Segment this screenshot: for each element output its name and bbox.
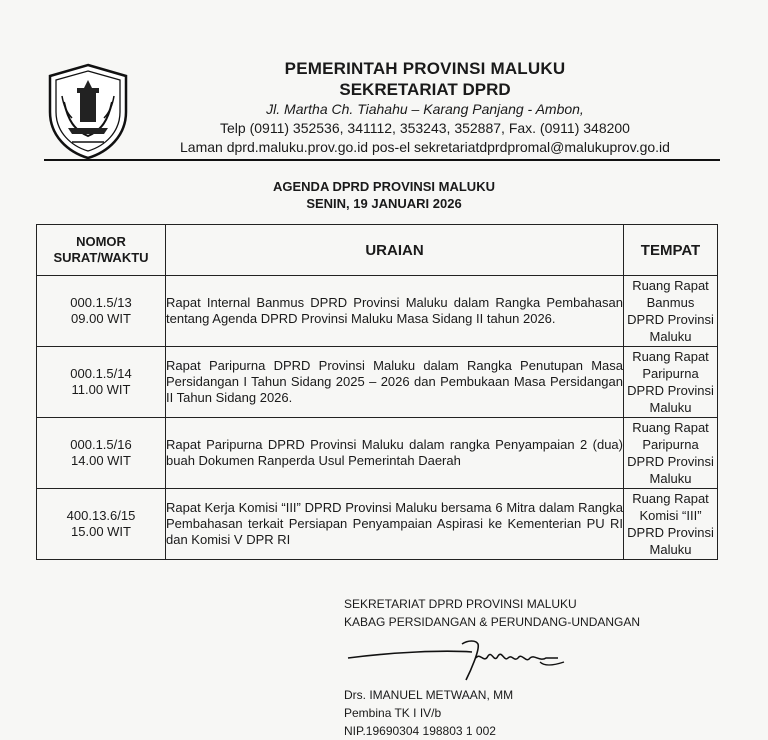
signatory-info <box>344 686 513 740</box>
table-header-row <box>37 225 718 276</box>
agenda-place <box>624 347 718 418</box>
agenda-title <box>0 178 768 212</box>
letterhead <box>130 58 720 157</box>
table-row <box>37 418 718 489</box>
agenda-number: 000.1.5/16 <box>70 437 132 452</box>
cell-number-time <box>37 276 166 347</box>
letterhead-sub: SEKRETARIAT DPRD <box>339 80 511 99</box>
agenda-time: 09.00 WIT <box>71 311 131 326</box>
agenda-title-line1: AGENDA DPRD PROVINSI MALUKU <box>273 179 495 194</box>
header-description: URAIAN <box>166 225 624 276</box>
place-line: Ruang Rapat <box>632 420 709 435</box>
place-line: DPRD Provinsi <box>627 383 714 398</box>
agenda-table <box>36 224 718 560</box>
agenda-time: 14.00 WIT <box>71 453 131 468</box>
agenda-time: 11.00 WIT <box>71 382 131 397</box>
signature-block <box>344 595 724 631</box>
place-line: Banmus <box>646 295 695 310</box>
letterhead-org: PEMERINTAH PROVINSI MALUKU <box>284 59 566 78</box>
agenda-description: Rapat Paripurna DPRD Provinsi Maluku dalam Rangka Penutupan Masa Persidangan I Tahun Sidang 2025 – 2026 dan Pembukaan Masa Persidangan II Tahun Sidang 2026. <box>166 347 624 418</box>
place-line: Ruang Rapat <box>632 278 709 293</box>
place-line: DPRD Provinsi <box>627 312 714 327</box>
handwritten-signature <box>344 636 574 684</box>
signature-office: SEKRETARIAT DPRD PROVINSI MALUKU <box>344 597 577 611</box>
table-row <box>37 347 718 418</box>
agenda-description: Rapat Kerja Komisi “III” DPRD Provinsi Maluku bersama 6 Mitra dalam Rangka Pembahasan terkait Persiapan Penyampaian Aspirasi ke Kementerian PU RI dan Komisi V DPR RI <box>166 489 624 560</box>
agenda-number: 000.1.5/14 <box>70 366 132 381</box>
agenda-place <box>624 489 718 560</box>
place-line: Paripurna <box>642 437 699 452</box>
header-place: TEMPAT <box>624 225 718 276</box>
signatory-rank: Pembina TK I IV/b <box>344 706 442 720</box>
letterhead-web: Laman dprd.maluku.prov.go.id pos-el sekretariatdprdpromal@malukuprov.go.id <box>180 139 670 155</box>
signatory-nip: NIP.19690304 198803 1 002 <box>344 724 496 738</box>
agenda-number: 000.1.5/13 <box>70 295 132 310</box>
place-line: Ruang Rapat <box>632 491 709 506</box>
place-line: Maluku <box>649 329 692 344</box>
signature-position: KABAG PERSIDANGAN & PERUNDANG-UNDANGAN <box>344 615 641 629</box>
maluku-emblem-icon <box>46 62 130 160</box>
table-row <box>37 489 718 560</box>
cell-number-time <box>37 347 166 418</box>
agenda-title-line2: SENIN, 19 JANUARI 2026 <box>306 196 462 211</box>
letterhead-address: Jl. Martha Ch. Tiahahu – Karang Panjang - Ambon, <box>266 101 584 117</box>
header-number: NOMOR <box>76 234 126 249</box>
cell-number-time <box>37 489 166 560</box>
place-line: DPRD Provinsi <box>627 454 714 469</box>
place-line: Maluku <box>649 471 692 486</box>
letterhead-divider <box>44 159 720 161</box>
agenda-description: Rapat Paripurna DPRD Provinsi Maluku dalam rangka Penyampaian 2 (dua) buah Dokumen Ranperda Usul Pemerintah Daerah <box>166 418 624 489</box>
agenda-time: 15.00 WIT <box>71 524 131 539</box>
header-number-time <box>37 225 166 276</box>
agenda-number: 400.13.6/15 <box>66 508 136 523</box>
place-line: Ruang Rapat <box>632 349 709 364</box>
place-line: DPRD Provinsi <box>627 525 714 540</box>
table-row <box>37 276 718 347</box>
cell-number-time <box>37 418 166 489</box>
place-line: Maluku <box>649 542 692 557</box>
letterhead-phone: Telp (0911) 352536, 341112, 353243, 352887, Fax. (0911) 348200 <box>220 120 630 136</box>
place-line: Paripurna <box>642 366 699 381</box>
agenda-place <box>624 418 718 489</box>
header-time: SURAT/WAKTU <box>53 250 149 265</box>
signatory-name: Drs. IMANUEL METWAAN, MM <box>344 688 514 702</box>
place-line: Maluku <box>649 400 692 415</box>
place-line: Komisi “III” <box>639 508 702 523</box>
agenda-place <box>624 276 718 347</box>
agenda-description: Rapat Internal Banmus DPRD Provinsi Maluku dalam Rangka Pembahasan tentang Agenda DPRD Provinsi Maluku Masa Sidang II tahun 2026. <box>166 276 624 347</box>
